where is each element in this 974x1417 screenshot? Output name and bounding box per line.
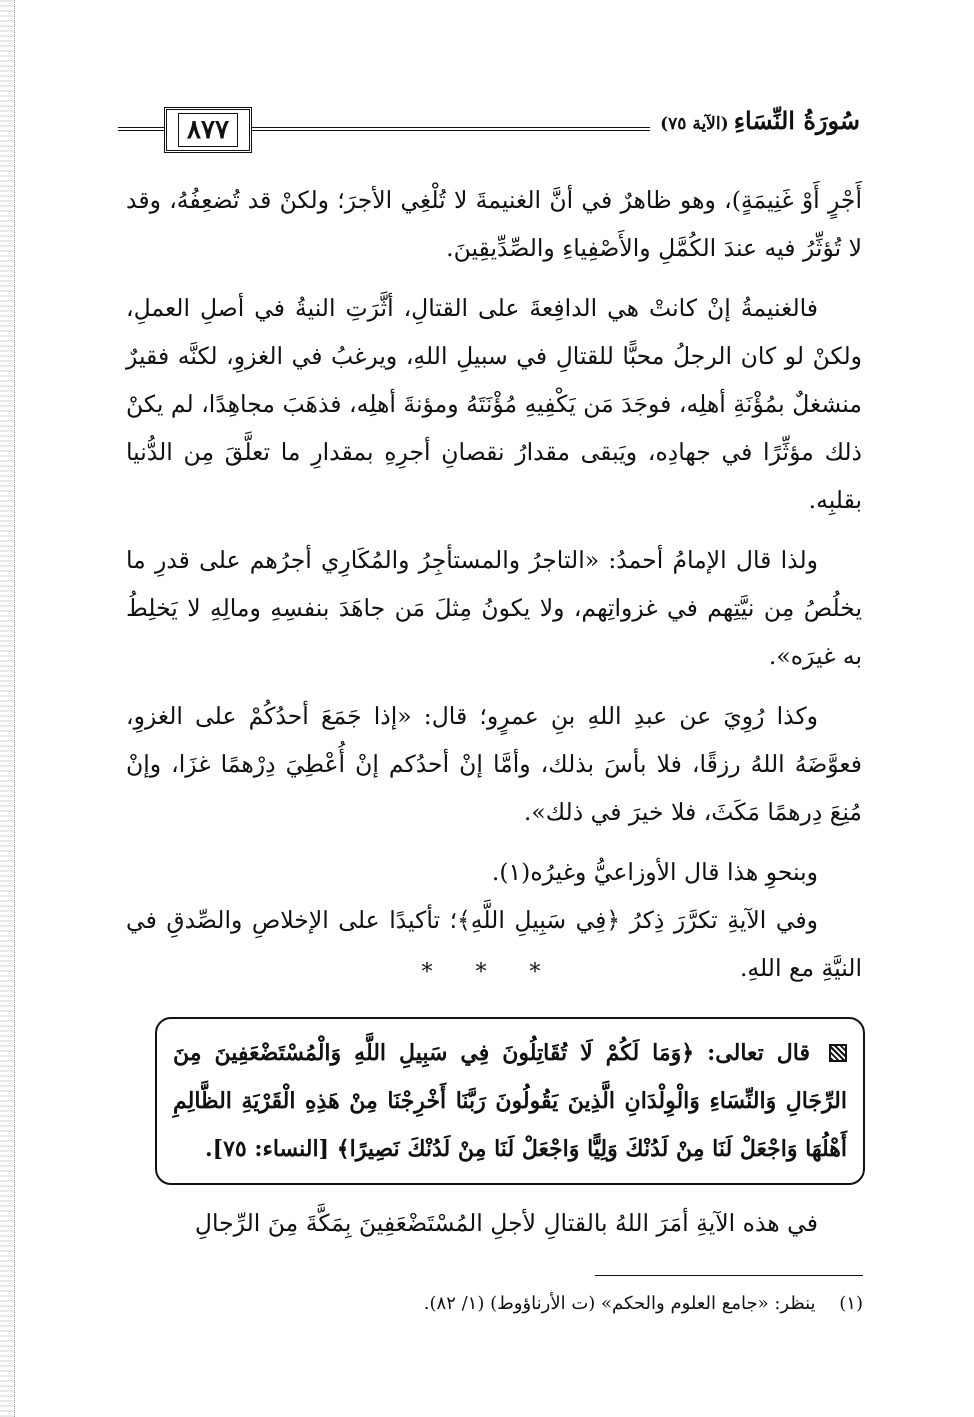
section-separator: * * * (421, 960, 559, 985)
verse-reference: [النساء: ٧٥]. (204, 1136, 330, 1162)
footnote-text: ينظر: «جامع العلوم والحكم» (ت الأرناؤوط) (١/ ٨٢). (423, 1293, 816, 1314)
paragraph-6: وفي الآيةِ تكرَّرَ ذِكرُ ﴿فِي سَبِيلِ اللَّهِ﴾؛ تأكيدًا على الإخلاصِ والصِّدقِ في النيَّةِ مع اللهِ. (126, 906, 862, 982)
page-number: ٨٧٧ (178, 113, 238, 147)
verse-box (155, 1017, 865, 1185)
footnote (300, 1289, 863, 1319)
page-gutter (0, 0, 15, 1417)
paragraph-continuation: في هذه الآيةِ أمَرَ اللهُ بالقتالِ لأجلِ المُسْتَضْعَفِينَ بِمَكَّةَ مِنَ الرِّجالِ (194, 1209, 818, 1237)
page-header (118, 100, 860, 158)
page-number-frame (164, 107, 252, 153)
quran-verse: ﴿وَمَا لَكُمْ لَا تُقَاتِلُونَ فِي سَبِيلِ اللَّهِ وَالْمُسْتَضْعَفِينَ مِنَ الرِّجَالِ وَالنِّسَاءِ وَالْوِلْدَانِ الَّذِينَ يَقُولُونَ رَبَّنَا أَخْرِجْنَا مِنْ هَذِهِ الْقَرْيَةِ الظَّالِمِ أَهْلُهَا وَاجْعَلْ لَنَا مِنْ لَدُنْكَ وَلِيًّا وَاجْعَلْ لَنَا مِنْ لَدُنْكَ نَصِيرًا﴾ (173, 1040, 847, 1162)
verse-label: قال تعالى: (707, 1040, 810, 1066)
paragraph-1: أَجْرٍ أَوْ غَنِيمَةٍ)، وهو ظاهرٌ في أنَّ الغنيمةَ لا تُلْغِي الأجرَ؛ ولكنْ قد تُضعِفُهُ، وقد لا تُؤثِّرُ فيه عندَ الكُمَّلِ والأَصْفِياءِ والصِّدِّيقِينَ. (126, 186, 862, 262)
running-title (650, 106, 860, 135)
surah-name: سُورَةُ النِّسَاءِ (733, 106, 860, 135)
paragraph-4: وكذا رُوِيَ عن عبدِ اللهِ بنِ عمرٍو؛ قال: «إذا جَمَعَ أحدُكُمْ على الغزوِ، فعوَّضَهُ اللهُ رزقًا، فلا بأسَ بذلك، وأمَّا إنْ أحدُكم إنْ أُعْطِيَ دِرْهمًا غزَا، وإنْ مُنِعَ دِرهمًا مَكَثَ، فلا خيرَ في ذلك». (126, 702, 862, 826)
paragraph-3: ولذا قال الإمامُ أحمدُ: «التاجرُ والمستأجِرُ والمُكَارِي أجرُهم على قدرِ ما يخلُصُ مِن نيَّتِهم في غزواتِهم، ولا يكونُ مِثلَ مَن جاهَدَ بنفسِهِ ومالِهِ لا يَخلِطُ به غيرَه». (126, 546, 862, 670)
ayah-reference: (الآية ٧٥) (660, 114, 729, 134)
verse-marker-icon (829, 1044, 847, 1062)
main-text (126, 176, 862, 1004)
footnote-number: (١) (839, 1293, 863, 1314)
footnote-divider (595, 1275, 863, 1276)
paragraph-5: وبنحوِ هذا قال الأوزاعيُّ وغيرُه(١). (491, 858, 818, 886)
header-rule-left (118, 127, 164, 131)
paragraph-2: فالغنيمةُ إنْ كانتْ هي الدافِعةَ على القتالِ، أثَّرَتِ النيةُ في أصلِ العملِ، ولكنْ لو كان الرجلُ محبًّا للقتالِ في سبيلِ اللهِ، ويرغبُ في الغزوِ، لكنَّه فقيرٌ منشغلٌ بمُؤْنَةِ أهلِه، فوجَدَ مَن يَكْفِيهِ مُؤْنَتَهُ ومؤنةَ أهلِه، فذهَبَ مجاهِدًا، لم يكنْ ذلك مؤثِّرًا في جهادِه، ويَبقى مقدارُ نقصانِ أجرِهِ بمقدارِ ما تعلَّقَ مِن الدُّنيا بقلبِه. (126, 294, 862, 514)
